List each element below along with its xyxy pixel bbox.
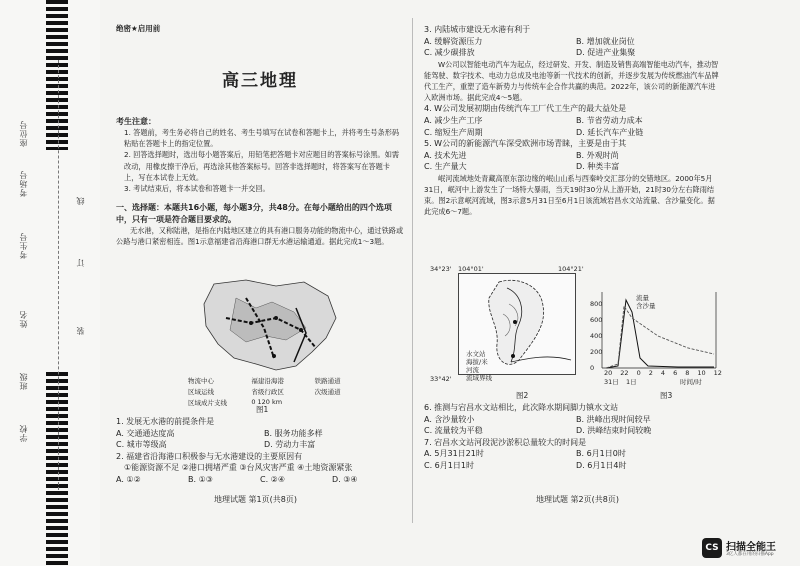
x-tick: 6 bbox=[673, 369, 678, 377]
y-tick: 600 bbox=[590, 316, 603, 324]
fig3-yticks bbox=[590, 296, 602, 376]
fig2-coord-left: 34°23' bbox=[430, 265, 452, 273]
legend-sediment: 含沙量 bbox=[636, 302, 656, 311]
x-tick: 0 bbox=[636, 369, 641, 377]
q2-option-b: B. ①③ bbox=[188, 474, 213, 484]
q2-option-a: A. ①② bbox=[116, 474, 141, 484]
x-tick: 4 bbox=[660, 369, 666, 377]
q5-option-a: A. 技术先进 bbox=[424, 150, 467, 160]
black-binding-bar bbox=[46, 372, 68, 566]
cut-mark: 装 bbox=[76, 326, 85, 335]
question-3: 3. 内陆城市建设无水港有利于 bbox=[424, 25, 531, 34]
notice-item: 2. 回答选择题时，选出每小题答案后，用铅笔把答题卡对应题目的答案标号涂黑。如需改动，用橡皮擦干净后，再选涂其他答案标号。回答非选择题时，将答案写在答题卡上，写在本试卷上无效。 bbox=[124, 150, 400, 182]
passage-3: 岷河流域地处青藏高原东部边缘的岷山山系与西秦岭交汇部分的交错地区。2000年5月31日，岷河中上游发生了一场特大暴雨，当天19时30分从上游开始，21时30分左右降雨结束。图2示意岷河流域，图3示意5月31日至6月1日该流域岩昌水文站流量、含沙量变化。据此完成6～7题。 bbox=[424, 173, 715, 217]
q3-option-c: C. 减少碳排放 bbox=[424, 48, 475, 58]
q4-option-c: C. 缩短生产周期 bbox=[424, 127, 483, 137]
q3-option-d: D. 促进产业集聚 bbox=[576, 48, 636, 58]
q5-options bbox=[424, 150, 720, 173]
q1-option-d: D. 劳动力丰富 bbox=[264, 440, 316, 450]
cut-line bbox=[58, 60, 59, 490]
fig3-date-left: 31日 bbox=[604, 378, 619, 386]
section-heading: 一、选择题：本题共16小题，每小题3分，共48分。在每小题给出的四个选项中，只有一项是符合题目要求的。 bbox=[116, 203, 392, 224]
legend-item: 河流 bbox=[466, 366, 479, 375]
x-tick: 8 bbox=[685, 369, 690, 377]
question-5: 5. W公司的新能源汽车深受欧洲市场青睐，主要是由于其 bbox=[424, 139, 627, 149]
notice-item: 3. 考试结束后，将本试卷和答题卡一并交回。 bbox=[124, 183, 270, 193]
q6-option-b: B. 洪峰出现时间较早 bbox=[576, 414, 651, 424]
fig2-coord-bottom: 33°42' bbox=[430, 375, 452, 383]
legend-item: 流域界线 bbox=[466, 374, 492, 383]
q7-options bbox=[424, 448, 720, 471]
name-label: 姓名 bbox=[19, 310, 28, 328]
page-divider bbox=[412, 18, 413, 523]
q4-option-b: B. 节省劳动力成本 bbox=[576, 116, 643, 125]
q7-option-b: B. 6月1日0时 bbox=[576, 449, 626, 459]
q3-option-a: A. 缓解资源压力 bbox=[424, 36, 483, 46]
scanner-logo-icon: CS bbox=[702, 538, 722, 558]
binding-margin bbox=[0, 0, 100, 566]
confidential-mark: 绝密★启用前 bbox=[116, 24, 161, 33]
scanner-tagline: 3亿人都在用的扫描App bbox=[726, 552, 774, 557]
question-4: 4. W公司发展初期由传统汽车工厂代工生产的最大益处是 bbox=[424, 104, 627, 114]
passage-1: 无水港，又称陆港，是指在内陆地区建立的具有港口服务功能的物流中心，通过铁路或公路与港口紧密相连。图1示意福建省沿海港口群无水港运输通道。据此完成1～3题。 bbox=[116, 226, 404, 247]
fig3-xticks bbox=[604, 369, 722, 377]
exam-room-label: 考场号 bbox=[19, 170, 28, 197]
x-tick: 12 bbox=[713, 369, 722, 377]
student-no-label: 考生号 bbox=[19, 232, 28, 259]
legend-item: 区域成片支线 bbox=[188, 399, 227, 407]
q4-options bbox=[424, 115, 720, 138]
cut-mark: 线 bbox=[76, 196, 85, 205]
right-questions bbox=[424, 402, 720, 472]
school-label: 学校 bbox=[19, 424, 28, 442]
notice-item: 1. 答题前，考生务必将自己的姓名、考生号填写在试卷和答题卡上，并将考生号条形码粘贴在答题卡上的指定位置。 bbox=[124, 128, 400, 149]
q3-options bbox=[424, 36, 720, 59]
question-6: 6. 推测与宕昌水文站相比，此次降水期间脚力镇水文站 bbox=[424, 403, 619, 412]
fig3-xlabel: 时间/时 bbox=[680, 378, 702, 386]
fig2-coord-top-1: 104°01' bbox=[458, 265, 484, 273]
y-tick: 0 bbox=[590, 364, 595, 372]
legend-item: 海拔/米 bbox=[466, 358, 488, 367]
question-7: 7. 宕昌水文站河段泥沙淤积总量较大的时间是 bbox=[424, 437, 587, 447]
fig1-legend bbox=[188, 376, 378, 407]
fig3-legend bbox=[636, 294, 656, 311]
q7-option-c: C. 6月1日1时 bbox=[424, 460, 474, 470]
legend-flow: 流量 bbox=[636, 294, 649, 302]
fig3-date-right: 1日 bbox=[626, 378, 637, 386]
legend-item: 区域运线 bbox=[188, 388, 214, 396]
q7-option-a: A. 5月31日21时 bbox=[424, 449, 484, 459]
q6-options bbox=[424, 414, 720, 437]
q1-options bbox=[116, 428, 404, 451]
left-page bbox=[116, 24, 404, 248]
q1-option-a: A. 交通通达度高 bbox=[116, 428, 175, 438]
black-binding-bar bbox=[46, 0, 68, 150]
scanner-app-name: 扫描全能王 bbox=[726, 542, 776, 553]
class-label: 班级 bbox=[19, 372, 28, 390]
q5-option-c: C. 生产量大 bbox=[424, 162, 467, 172]
x-tick: 2 bbox=[648, 369, 653, 377]
x-tick: 10 bbox=[697, 369, 706, 377]
q6-option-a: A. 含沙量较小 bbox=[424, 414, 475, 424]
q1-option-c: C. 城市等级高 bbox=[116, 440, 167, 450]
q5-option-b: B. 外观时尚 bbox=[576, 150, 619, 160]
fig2-legend bbox=[466, 350, 492, 383]
q6-option-c: C. 流量较为平稳 bbox=[424, 426, 483, 436]
q7-option-d: D. 6月1日4时 bbox=[576, 460, 627, 470]
q6-option-d: D. 洪峰结束时间较晚 bbox=[576, 426, 652, 436]
legend-item: 物流中心 bbox=[188, 377, 214, 385]
q4-option-a: A. 减少生产工序 bbox=[424, 116, 483, 125]
fig2-caption: 图2 bbox=[516, 391, 529, 400]
y-tick: 200 bbox=[590, 348, 603, 356]
notice-title: 考生注意： bbox=[116, 116, 156, 126]
fig2-coord-top-2: 104°21' bbox=[558, 265, 584, 273]
passage-2: W公司以智能电动汽车为起点，经过研发、开发、制造及销售高端智能电动汽车，推动智能驾驶、数字技术、电动力总成及电池等新一代技术的创新，并逐步发展为传统燃油汽车品牌代工生产，重塑了造车新势力与传统车企合作共赢的典范。2022年，该公司的新能源汽车进入欧洲市场。据此完成4～5题。 bbox=[424, 59, 719, 103]
q2-option-d: D. ③④ bbox=[332, 474, 358, 484]
cut-mark: 订 bbox=[76, 258, 85, 267]
q2-options bbox=[116, 474, 404, 486]
legend-item: 铁路通道 bbox=[314, 377, 341, 385]
question-1: 1. 发展无水港的前提条件是 bbox=[116, 417, 215, 426]
page-title: 高三地理 bbox=[222, 70, 298, 91]
y-tick: 400 bbox=[590, 332, 603, 340]
x-tick: 22 bbox=[620, 369, 629, 377]
q3-option-b: B. 增加就业岗位 bbox=[576, 36, 635, 46]
legend-item: 省级行政区 bbox=[251, 388, 284, 396]
q1-option-b: B. 服务功能多样 bbox=[264, 428, 323, 438]
left-questions bbox=[116, 416, 404, 486]
right-footer: 地理试题 第2页(共8页) bbox=[536, 495, 619, 504]
q2-statements: ①能源资源不足 ②港口拥堵严重 ③台风灾害严重 ④土地资源紧张 bbox=[124, 463, 353, 473]
q5-option-d: D. 种类丰富 bbox=[576, 162, 620, 172]
map-scale: 0 120 km bbox=[251, 398, 283, 406]
x-tick: 20 bbox=[604, 369, 613, 377]
legend-item: 水文站 bbox=[466, 350, 486, 358]
right-page bbox=[424, 24, 720, 218]
q2-option-c: C. ②④ bbox=[260, 474, 286, 484]
seat-label: 座位号 bbox=[19, 120, 28, 147]
scanner-watermark bbox=[702, 536, 794, 562]
q4-option-d: D. 延长汽车产业链 bbox=[576, 127, 644, 137]
question-2: 2. 福建省沿海港口积极参与无水港建设的主要原因有 bbox=[116, 451, 303, 461]
fig1-caption: 图1 bbox=[256, 405, 269, 414]
legend-item: 福建沿海港 bbox=[251, 377, 284, 385]
legend-item: 次级通道 bbox=[314, 388, 341, 396]
y-tick: 800 bbox=[590, 300, 603, 308]
left-footer: 地理试题 第1页(共8页) bbox=[214, 495, 297, 504]
fig3-caption: 图3 bbox=[660, 391, 673, 400]
